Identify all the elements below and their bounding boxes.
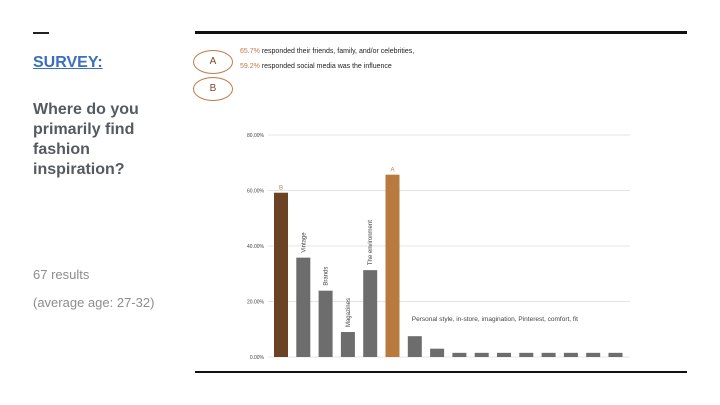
bar xyxy=(319,291,333,357)
title-dash xyxy=(33,32,49,34)
bar xyxy=(564,353,578,357)
bar xyxy=(274,193,288,357)
top-rule xyxy=(195,31,687,34)
survey-question: Where do you primarily find fashion inspiration? xyxy=(33,101,139,178)
legend-a-text: responded their friends, family, and/or celebrities, xyxy=(261,48,415,55)
average-age: (average age: 27-32) xyxy=(33,295,155,310)
bar xyxy=(609,353,623,357)
bar-label: B xyxy=(278,185,284,192)
legend-b-note xyxy=(240,63,392,70)
results-count: 67 results xyxy=(33,267,90,282)
legend-a-ellipse: A xyxy=(193,50,233,74)
bar xyxy=(408,336,422,357)
bar-label: Brands xyxy=(323,266,330,286)
group-annotation: Personal style, in-store, imagination, Pinterest, comfort, fit xyxy=(411,315,578,323)
bar xyxy=(497,353,511,357)
y-tick-label: 40.00% xyxy=(247,244,264,250)
legend-b-ellipse: B xyxy=(193,77,233,101)
bar-chart xyxy=(230,120,640,365)
bar xyxy=(363,270,377,357)
bar xyxy=(296,258,310,357)
legend-a-note xyxy=(240,48,414,55)
legend-b-text: responded social media was the influence xyxy=(261,63,392,70)
bar-label: The environment xyxy=(368,220,375,266)
y-tick-label: 80.00% xyxy=(247,133,264,139)
legend-b-pct: 59.2% xyxy=(240,63,260,70)
y-tick-label: 0.00% xyxy=(249,355,264,361)
y-tick-label: 20.00% xyxy=(247,299,264,306)
y-tick-label: 60.00% xyxy=(247,188,264,195)
bar xyxy=(452,353,466,357)
bar xyxy=(386,175,400,357)
bar-label: Vintage xyxy=(301,232,308,253)
bar xyxy=(475,353,489,357)
bar-label: Magazines xyxy=(345,298,352,328)
bar xyxy=(430,349,444,357)
bar xyxy=(586,353,600,357)
bar xyxy=(341,332,355,357)
bar xyxy=(542,353,556,357)
bottom-rule xyxy=(195,371,687,373)
legend-a-pct: 65.7% xyxy=(240,48,260,55)
bar xyxy=(519,353,533,357)
survey-label: SURVEY: xyxy=(33,54,103,71)
bar-label: A xyxy=(390,167,395,174)
